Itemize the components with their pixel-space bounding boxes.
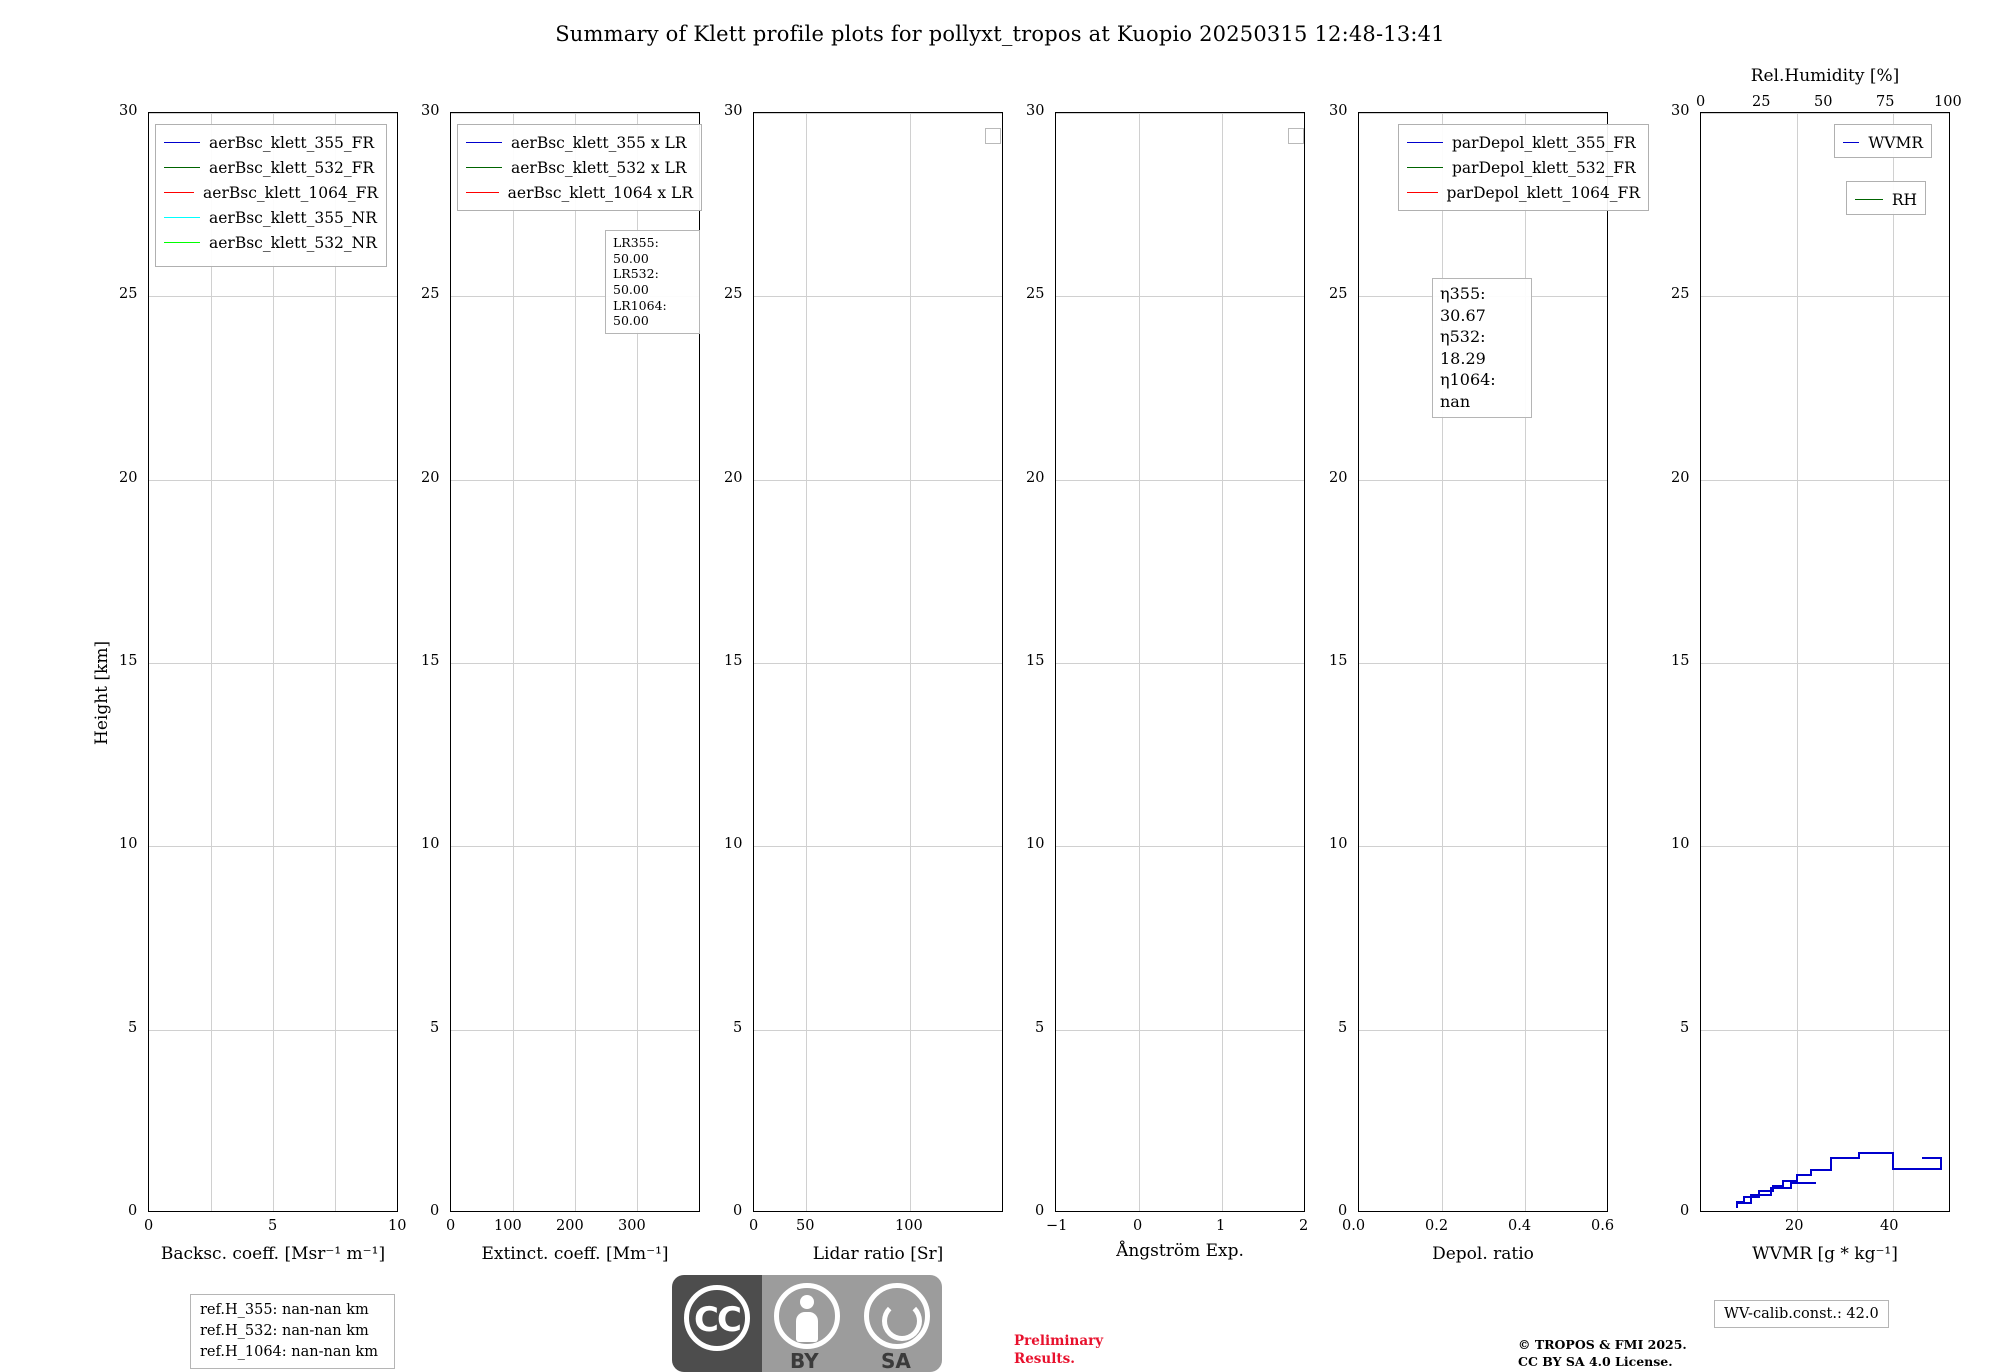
legend-label: parDepol_klett_1064_FR: [1446, 183, 1640, 202]
panel2-xtick-300: 300: [618, 1218, 646, 1234]
panel5-ytick-30: 30: [1329, 103, 1348, 119]
legend-item[interactable]: [1843, 130, 1923, 155]
eta-1064: η1064: nan: [1440, 370, 1496, 411]
panel3-ytick-25: 25: [724, 286, 743, 302]
legend-item[interactable]: [164, 205, 378, 230]
legend-color-swatch: [466, 192, 499, 193]
legend-color-swatch: [1407, 142, 1443, 143]
legend-label: aerBsc_klett_532_NR: [209, 233, 377, 252]
legend-label: RH: [1891, 190, 1917, 209]
lidar-ratio-annotation: [605, 230, 700, 334]
legend-label: aerBsc_klett_355_FR: [209, 133, 375, 152]
legend-depol: [1398, 124, 1649, 211]
legend-item[interactable]: [466, 180, 693, 205]
by-label: BY: [790, 1349, 819, 1372]
panel6-ytick-15: 15: [1671, 653, 1690, 669]
legend-color-swatch: [164, 167, 200, 168]
cc-license-badge[interactable]: [672, 1275, 942, 1372]
legend-item[interactable]: [164, 230, 378, 255]
panel3-xtick-50: 50: [796, 1218, 815, 1234]
panel4-xtick-m1: −1: [1046, 1218, 1068, 1234]
lr-532: LR532: 50.00: [613, 266, 659, 297]
preliminary-line2: Results.: [1014, 1350, 1075, 1367]
panel5-ytick-5: 5: [1338, 1020, 1348, 1036]
panel3-ytick-20: 20: [724, 470, 743, 486]
reference-height-box: [190, 1294, 395, 1369]
legend-backscatter: [155, 124, 387, 267]
panel2-xtick-0: 0: [446, 1218, 456, 1234]
panel4-ytick-25: 25: [1026, 286, 1045, 302]
panel-lidar-ratio: [753, 112, 1003, 1212]
legend-label: parDepol_klett_355_FR: [1452, 133, 1636, 152]
copyright-line1: © TROPOS & FMI 2025.: [1518, 1337, 1687, 1352]
y-tick-30: 30: [119, 103, 138, 119]
panel3-x-axis-label: Lidar ratio [Sr]: [812, 1244, 944, 1264]
legend-label: aerBsc_klett_1064_FR: [203, 183, 378, 202]
panel6-ytick-20: 20: [1671, 470, 1690, 486]
legend-color-swatch: [164, 192, 194, 193]
panel1-xtick-0: 0: [144, 1218, 154, 1234]
panel5-ytick-25: 25: [1329, 286, 1348, 302]
panel4-ytick-10: 10: [1026, 836, 1045, 852]
legend-color-swatch: [466, 167, 502, 168]
panel4-ytick-0: 0: [1035, 1203, 1045, 1219]
panel1-x-axis-label: Backsc. coeff. [Msr⁻¹ m⁻¹]: [160, 1244, 386, 1264]
ref-h-1064: ref.H_1064: nan-nan km: [200, 1344, 378, 1361]
legend-item[interactable]: [1407, 130, 1640, 155]
eta-532: η532: 18.29: [1440, 327, 1486, 368]
panel2-ytick-20: 20: [421, 470, 440, 486]
panel6-xtick-20: 20: [1785, 1218, 1804, 1234]
y-axis-label: Height [km]: [92, 640, 112, 745]
panel5-ytick-15: 15: [1329, 653, 1348, 669]
panel6-x-axis-label: WVMR [g * kg⁻¹]: [1752, 1244, 1898, 1264]
eta-355: η355: 30.67: [1440, 284, 1486, 325]
copyright-line2: CC BY SA 4.0 License.: [1518, 1353, 1673, 1369]
panel6-ytick-25: 25: [1671, 286, 1690, 302]
legend-item[interactable]: [1407, 180, 1640, 205]
cc-icon-label: CC: [694, 1300, 740, 1340]
legend-label: aerBsc_klett_532_FR: [209, 158, 375, 177]
panel3-empty-legend: [985, 128, 1001, 144]
legend-label: WVMR: [1868, 133, 1923, 152]
panel-depol-ratio: [1358, 112, 1608, 1212]
legend-color-swatch: [164, 142, 200, 143]
panel5-ytick-0: 0: [1338, 1203, 1348, 1219]
rh-tick-50: 50: [1814, 94, 1833, 110]
ref-h-532: ref.H_532: nan-nan km: [200, 1323, 369, 1340]
legend-item[interactable]: [466, 155, 693, 180]
panel5-x-axis-label: Depol. ratio: [1432, 1244, 1534, 1264]
page-title: Summary of Klett profile plots for pollyxt_tropos at Kuopio 20250315 12:48-13:41: [555, 22, 1445, 46]
panel3-ytick-0: 0: [733, 1203, 743, 1219]
panel1-xtick-5: 5: [268, 1218, 278, 1234]
legend-label: parDepol_klett_532_FR: [1452, 158, 1636, 177]
eta-annotation: [1432, 278, 1532, 418]
panel2-ytick-15: 15: [421, 653, 440, 669]
y-tick-25: 25: [119, 286, 138, 302]
panel1-xtick-10: 10: [388, 1218, 407, 1234]
legend-color-swatch: [466, 142, 502, 143]
panel3-ytick-15: 15: [724, 653, 743, 669]
legend-item[interactable]: [466, 130, 693, 155]
panel-wvmr: [1700, 112, 1950, 1212]
panel2-ytick-30: 30: [421, 103, 440, 119]
wv-calib-value: WV-calib.const.: 42.0: [1724, 1306, 1879, 1322]
legend-color-swatch: [1407, 192, 1438, 193]
ref-h-355: ref.H_355: nan-nan km: [200, 1302, 369, 1318]
legend-item[interactable]: [164, 180, 378, 205]
legend-label: aerBsc_klett_532 x LR: [511, 158, 687, 177]
rh-tick-25: 25: [1752, 94, 1771, 110]
y-tick-15: 15: [119, 653, 138, 669]
panel4-empty-legend: [1288, 128, 1304, 144]
panel5-xtick-06: 0.6: [1591, 1218, 1615, 1234]
panel2-ytick-10: 10: [421, 836, 440, 852]
panel4-ytick-30: 30: [1026, 103, 1045, 119]
panel3-ytick-30: 30: [724, 103, 743, 119]
legend-color-swatch: [1843, 142, 1859, 143]
y-tick-5: 5: [128, 1020, 138, 1036]
rh-tick-0: 0: [1696, 94, 1706, 110]
rh-tick-100: 100: [1934, 94, 1962, 110]
panel2-xtick-200: 200: [556, 1218, 584, 1234]
panel2-ytick-25: 25: [421, 286, 440, 302]
panel-backscatter: [148, 112, 398, 1212]
wvmr-data-series: [1701, 113, 1951, 1213]
panel-angstroem: [1055, 112, 1305, 1212]
y-tick-0: 0: [128, 1203, 138, 1219]
panel4-xtick-0: 0: [1133, 1218, 1143, 1234]
by-icon-head: [800, 1295, 814, 1309]
by-icon-body: [796, 1312, 818, 1342]
panel3-xtick-0: 0: [749, 1218, 759, 1234]
y-tick-10: 10: [119, 836, 138, 852]
panel4-xtick-2: 2: [1299, 1218, 1309, 1234]
panel3-ytick-5: 5: [733, 1020, 743, 1036]
legend-label: aerBsc_klett_355 x LR: [511, 133, 687, 152]
panel5-xtick-00: 0.0: [1342, 1218, 1366, 1234]
panel3-ytick-10: 10: [724, 836, 743, 852]
panel5-ytick-20: 20: [1329, 470, 1348, 486]
rh-axis-label: Rel.Humidity [%]: [1750, 66, 1900, 86]
panel5-xtick-02: 0.2: [1425, 1218, 1449, 1234]
lr-355: LR355: 50.00: [613, 235, 659, 266]
preliminary-note: [1014, 1333, 1103, 1368]
wv-calib-box: [1714, 1300, 1889, 1328]
legend-item[interactable]: [1407, 155, 1640, 180]
legend-item[interactable]: [164, 155, 378, 180]
y-tick-20: 20: [119, 470, 138, 486]
panel2-ytick-5: 5: [430, 1020, 440, 1036]
panel4-x-axis-label: Ångström Exp.: [1116, 1241, 1244, 1261]
legend-item[interactable]: [164, 130, 378, 155]
panel6-ytick-10: 10: [1671, 836, 1690, 852]
legend-label: aerBsc_klett_355_NR: [209, 208, 377, 227]
legend-wvmr: [1834, 124, 1932, 158]
copyright-note: [1518, 1337, 1687, 1371]
panel3-xtick-100: 100: [895, 1218, 923, 1234]
panel6-ytick-0: 0: [1680, 1203, 1690, 1219]
panel6-ytick-30: 30: [1671, 103, 1690, 119]
rh-tick-75: 75: [1876, 94, 1895, 110]
panel6-ytick-5: 5: [1680, 1020, 1690, 1036]
legend-color-swatch: [164, 217, 200, 218]
panel2-ytick-0: 0: [430, 1203, 440, 1219]
legend-extinction: [457, 124, 702, 211]
sa-icon-arrow: [882, 1301, 922, 1341]
legend-label: aerBsc_klett_1064 x LR: [507, 183, 693, 202]
legend-rh: [1846, 181, 1926, 215]
legend-color-swatch: [1855, 199, 1883, 200]
panel4-ytick-5: 5: [1035, 1020, 1045, 1036]
sa-label: SA: [881, 1349, 911, 1372]
panel6-xtick-40: 40: [1880, 1218, 1899, 1234]
legend-color-swatch: [1407, 167, 1443, 168]
lr-1064: LR1064: 50.00: [613, 297, 667, 329]
panel4-xtick-1: 1: [1216, 1218, 1226, 1234]
panel4-ytick-15: 15: [1026, 653, 1045, 669]
panel5-ytick-10: 10: [1329, 836, 1348, 852]
panel4-ytick-20: 20: [1026, 470, 1045, 486]
preliminary-line1: Preliminary: [1014, 1333, 1104, 1349]
legend-color-swatch: [164, 242, 200, 243]
panel5-xtick-04: 0.4: [1508, 1218, 1532, 1234]
panel2-x-axis-label: Extinct. coeff. [Mm⁻¹]: [481, 1244, 669, 1264]
legend-item[interactable]: [1855, 187, 1917, 212]
panel2-xtick-100: 100: [494, 1218, 522, 1234]
